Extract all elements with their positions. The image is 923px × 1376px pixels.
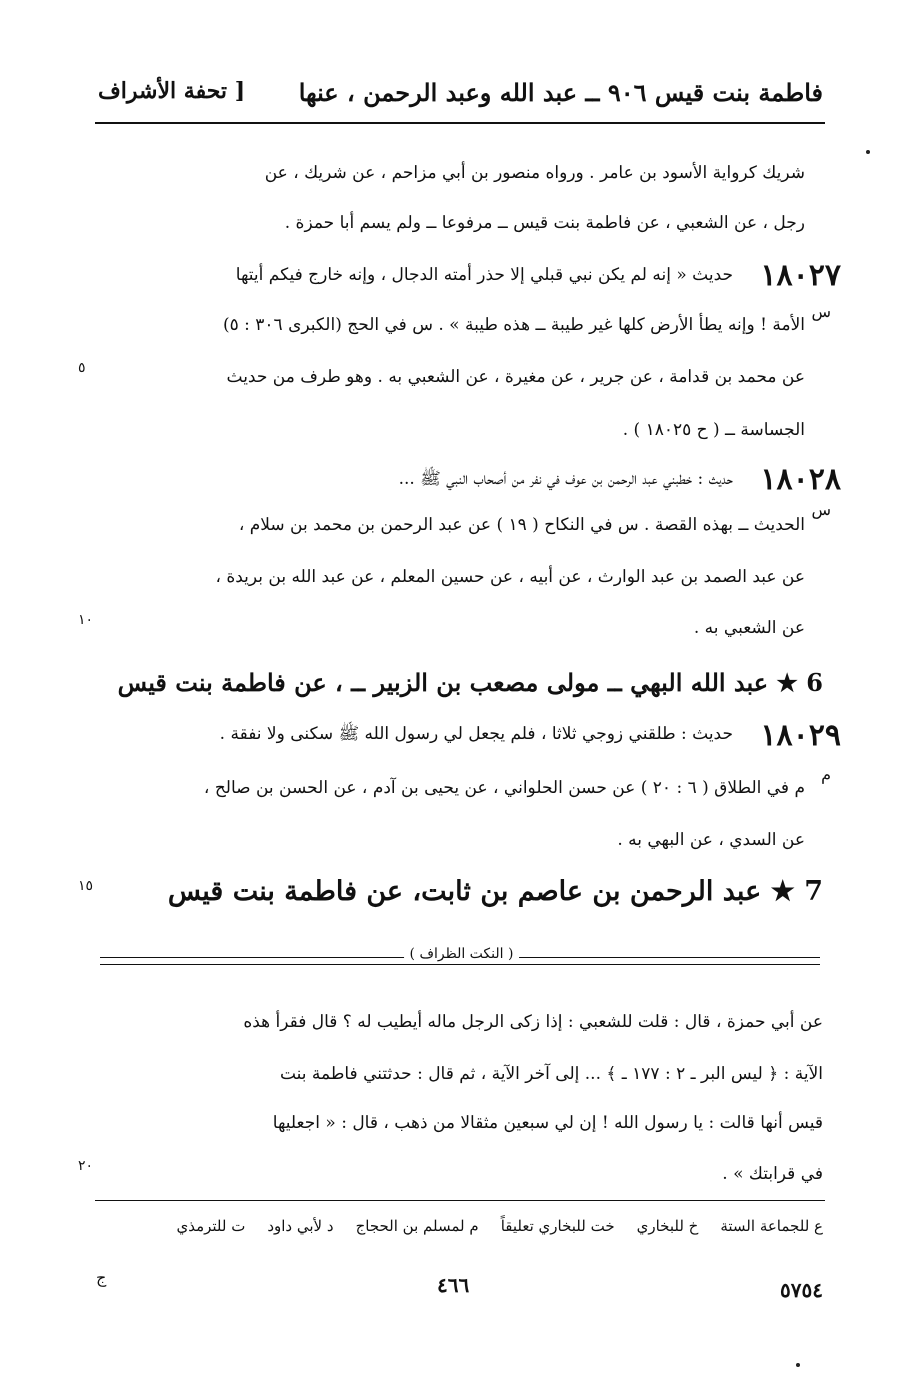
hadith-text: عن الشعبي به .	[693, 618, 805, 638]
note-line: قيس أنها قالت : يا رسول الله ! إن لي سبعين مثقالا من ذهب ، قال : « اجعليها	[272, 1113, 823, 1133]
page-number: ٤٦٦	[437, 1273, 470, 1297]
abbreviation-item: ع للجماعة الستة	[720, 1217, 823, 1235]
abbreviation-item: خ للبخاري	[636, 1217, 699, 1235]
abbreviation-key	[176, 1217, 823, 1235]
hadith-text: حديث « إنه لم يكن نبي قبلي إلا حذر أمته الدجال ، وإنه خارج فيكم أيتها	[235, 265, 733, 285]
line-number: ١٠	[78, 612, 94, 628]
line-number: ٥	[78, 360, 86, 376]
line-number: ١٥	[78, 878, 94, 894]
hadith-text: م في الطلاق ( ٦ : ٢٠ ) عن حسن الحلواني ، عن يحيى بن آدم ، عن الحسن بن صالح ،	[203, 778, 805, 798]
footer-rule	[95, 1200, 825, 1201]
hadith-number: ١٨٠٢٨	[760, 462, 841, 497]
abbreviation-item: د لأبي داود	[267, 1217, 334, 1235]
note-line: الآية : ﴿ ليس البر ـ ٢ : ١٧٧ ـ ﴾ ... إلى آخر الآية ، ثم قال : حدثتني فاطمة بنت	[279, 1064, 823, 1084]
scan-speck	[796, 1363, 800, 1367]
hadith-text: عن عبد الصمد بن عبد الوارث ، عن أبيه ، عن حسين المعلم ، عن عبد الله بن بريدة ،	[215, 567, 805, 587]
abbreviation-item: ت للترمذي	[176, 1217, 246, 1235]
narrator-heading: 6 ★ عبد الله البهي ــ مولى مصعب بن الزبير ــ ، عن فاطمة بنت قيس	[117, 668, 823, 697]
note-line: في قرابتك » .	[722, 1164, 823, 1184]
hadith-text: الأمة ! وإنه يطأ الأرض كلها غير طيبة ــ هذه طيبة » . س في الحج (الكبرى ٣٠٦ : ٥)	[222, 315, 805, 335]
hadith-text: عن محمد بن قدامة ، عن جرير ، عن مغيرة ، عن الشعبي به . وهو طرف من حديث	[226, 367, 805, 387]
hadith-number: ١٨٠٢٧	[760, 258, 841, 293]
text-line: رجل ، عن الشعبي ، عن فاطمة بنت قيس ــ مرفوعا ــ ولم يسم أبا حمزة .	[284, 213, 805, 233]
book-title: [ تحفة الأشراف	[98, 78, 246, 104]
running-number: ٥٧٥٤	[780, 1278, 823, 1302]
abbreviation-item: م لمسلم بن الحجاج	[355, 1217, 479, 1235]
text-line: شريك كرواية الأسود بن عامر . ورواه منصور بن أبي مزاحم ، عن شريك ، عن	[264, 163, 805, 183]
hadith-text: حديث : خطبني عبد الرحمن بن عوف في نفر من أصحاب النبي ﷺ ...	[398, 469, 733, 489]
page-header-title: فاطمة بنت قيس ٩٠٦ ــ عبد الله وعبد الرحمن ، عنها	[298, 78, 823, 107]
divider-label: ( النكت الظراف )	[404, 946, 520, 962]
hadith-sigla: م	[821, 765, 831, 784]
narrator-heading: 7 ★ عبد الرحمن بن عاصم بن ثابت، عن فاطمة بنت قيس	[167, 876, 823, 907]
scan-speck	[866, 150, 870, 154]
hadith-text: عن السدي ، عن البهي به .	[617, 830, 805, 850]
hadith-number: ١٨٠٢٩	[760, 718, 841, 753]
hadith-text: الحديث ــ بهذه القصة . س في النكاح ( ١٩ ) عن عبد الرحمن بن محمد بن سلام ،	[238, 515, 805, 535]
hadith-text: حديث : طلقني زوجي ثلاثا ، فلم يجعل لي رسول الله ﷺ سكنى ولا نفقة .	[219, 724, 733, 744]
hadith-sigla: س	[811, 302, 831, 321]
line-number: ٢٠	[78, 1158, 94, 1174]
note-line: عن أبي حمزة ، قال : قلت للشعبي : إذا زكى الرجل ماله أيطيب له ؟ قال فقرأ هذه	[243, 1012, 823, 1032]
hadith-text: الجساسة ــ ( ح ١٨٠٢٥ ) .	[622, 420, 805, 440]
header-rule	[95, 122, 825, 124]
hadith-sigla: س	[811, 500, 831, 519]
volume-mark: ج	[96, 1268, 107, 1287]
abbreviation-item: خت للبخاري تعليقاً	[500, 1217, 615, 1235]
